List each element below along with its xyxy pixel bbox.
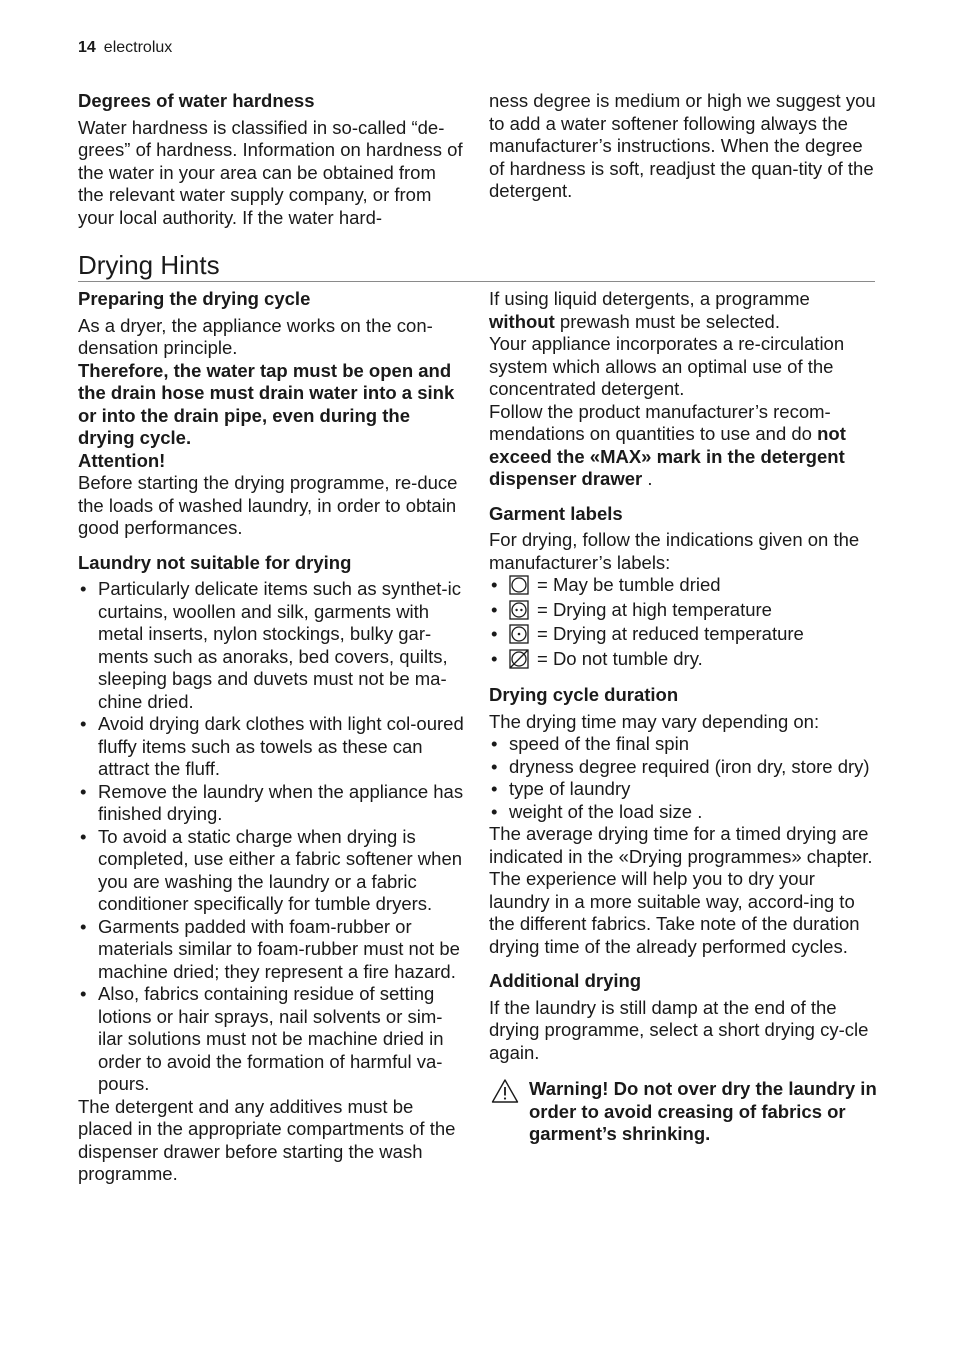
- hardness-text-left: Water hardness is classified in so-called “de-grees” of hardness. Information on hardness of the water in your area can be obtained from the relevant water supply company, or from your local authority. If the water hard-: [78, 116, 463, 228]
- hardness-left: [78, 90, 466, 229]
- duration-text-2: The average drying time for a timed drying are indicated in the «Drying programmes» chapter. The experience will help you to dry your laundry in a more suitable way, accord-ing to the different fabrics. Take note of the duration drying time of the already performed cycles.: [489, 823, 873, 957]
- tumble-dry-low-icon: [509, 624, 529, 644]
- tumble-dry-icon: [509, 575, 529, 595]
- not-suitable-heading: Laundry not suitable for drying: [78, 551, 352, 573]
- duration-list: [489, 733, 877, 823]
- warning-text: Warning! Do not over dry the laundry in order to avoid creasing of fabrics or garment’s shrinking.: [529, 1078, 877, 1144]
- list-item: • type of laundry: [489, 778, 877, 801]
- liquid-detergent-text: If using liquid detergents, a programme without prewash must be selected.: [489, 288, 810, 332]
- hardness-right: [489, 90, 877, 203]
- garment-text: For drying, follow the indications given on the manufacturer’s labels:: [489, 529, 860, 573]
- no-tumble-dry-icon: [509, 649, 529, 669]
- list-item: • Also, fabrics containing residue of setting lotions or hair sprays, nail solvents or sim-ilar solutions must not be machine dried in order to avoid the formation of harmful va-pours.: [78, 983, 466, 1096]
- list-item: • Remove the laundry when the appliance has finished drying.: [78, 781, 466, 826]
- list-item: • To avoid a static charge when drying is completed, use either a fabric softener when you are washing the laundry or a fabric conditioner specifically for tumble dryers.: [78, 826, 466, 916]
- tumble-dry-high-icon: [509, 600, 529, 620]
- list-item: • weight of the load size .: [489, 801, 877, 824]
- list-item: • = Do not tumble dry.: [489, 648, 877, 673]
- garment-symbol-list: [489, 574, 877, 672]
- list-item: • Particularly delicate items such as synthet-ic curtains, woollen and silk, garments with metal inserts, nylon stockings, bulky gar-ments such as anoraks, bed covers, quilts, sleeping bags and duvets must not be ma-chine dried.: [78, 578, 466, 713]
- list-item: • dryness degree required (iron dry, store dry): [489, 756, 877, 779]
- list-item: • speed of the final spin: [489, 733, 877, 756]
- manufacturer-text: Follow the product manufacturer’s recom-mendations on quantities to use and do not exceed the «MAX» mark in the detergent dispenser drawer .: [489, 400, 846, 489]
- garment-heading: Garment labels: [489, 502, 623, 524]
- list-item: • = Drying at reduced temperature: [489, 623, 877, 648]
- hardness-text-right: ness degree is medium or high we suggest you to add a water softener following always the manufacturer’s instructions. When the degree of hardness is soft, readjust the quan-tity of the detergent.: [489, 90, 876, 201]
- list-item: • Garments padded with foam-rubber or materials similar to foam-rubber must not be machine dried; they represent a fire hazard.: [78, 916, 466, 984]
- warning-triangle-icon: [491, 1078, 519, 1104]
- not-suitable-list: [78, 578, 466, 1096]
- page-number: 14: [78, 39, 96, 56]
- brand-name: electrolux: [103, 39, 173, 56]
- recirculation-text: Your appliance incorporates a re-circulation system which allows an optimal use of the concentrated detergent.: [489, 333, 845, 399]
- attention-label: Attention!: [78, 449, 166, 471]
- warning-box: [489, 1078, 877, 1146]
- list-item: • = May be tumble dried: [489, 574, 877, 599]
- list-item: • = Drying at high temperature: [489, 599, 877, 624]
- section-title: Drying Hints: [78, 250, 875, 282]
- right-column: [489, 288, 877, 1146]
- additional-heading: Additional drying: [489, 970, 642, 991]
- preparing-text: As a dryer, the appliance works on the con-densation principle.: [78, 314, 433, 358]
- duration-heading: Drying cycle duration: [489, 684, 679, 705]
- preparing-bold-text: Therefore, the water tap must be open and the drain hose must drain water into a sink or into the drain pipe, even during the drying cycle.: [78, 359, 455, 448]
- preparing-text-2: Before starting the drying programme, re-duce the loads of washed laundry, in order to obtain good performances.: [78, 472, 458, 538]
- hardness-heading: Degrees of water hardness: [78, 90, 315, 111]
- list-item: • Avoid drying dark clothes with light col-oured fluffy items such as towels as these can attract the fluff.: [78, 713, 466, 781]
- duration-text: The drying time may vary depending on:: [489, 710, 820, 732]
- preparing-heading: Preparing the drying cycle: [78, 288, 311, 309]
- page-header: [78, 38, 172, 58]
- additional-text: If the laundry is still damp at the end of the drying programme, select a short drying cy-cle again.: [489, 996, 869, 1063]
- left-column: [78, 288, 466, 1186]
- detergent-text: The detergent and any additives must be placed in the appropriate compartments of the dispenser drawer before starting the wash programme.: [78, 1095, 456, 1184]
